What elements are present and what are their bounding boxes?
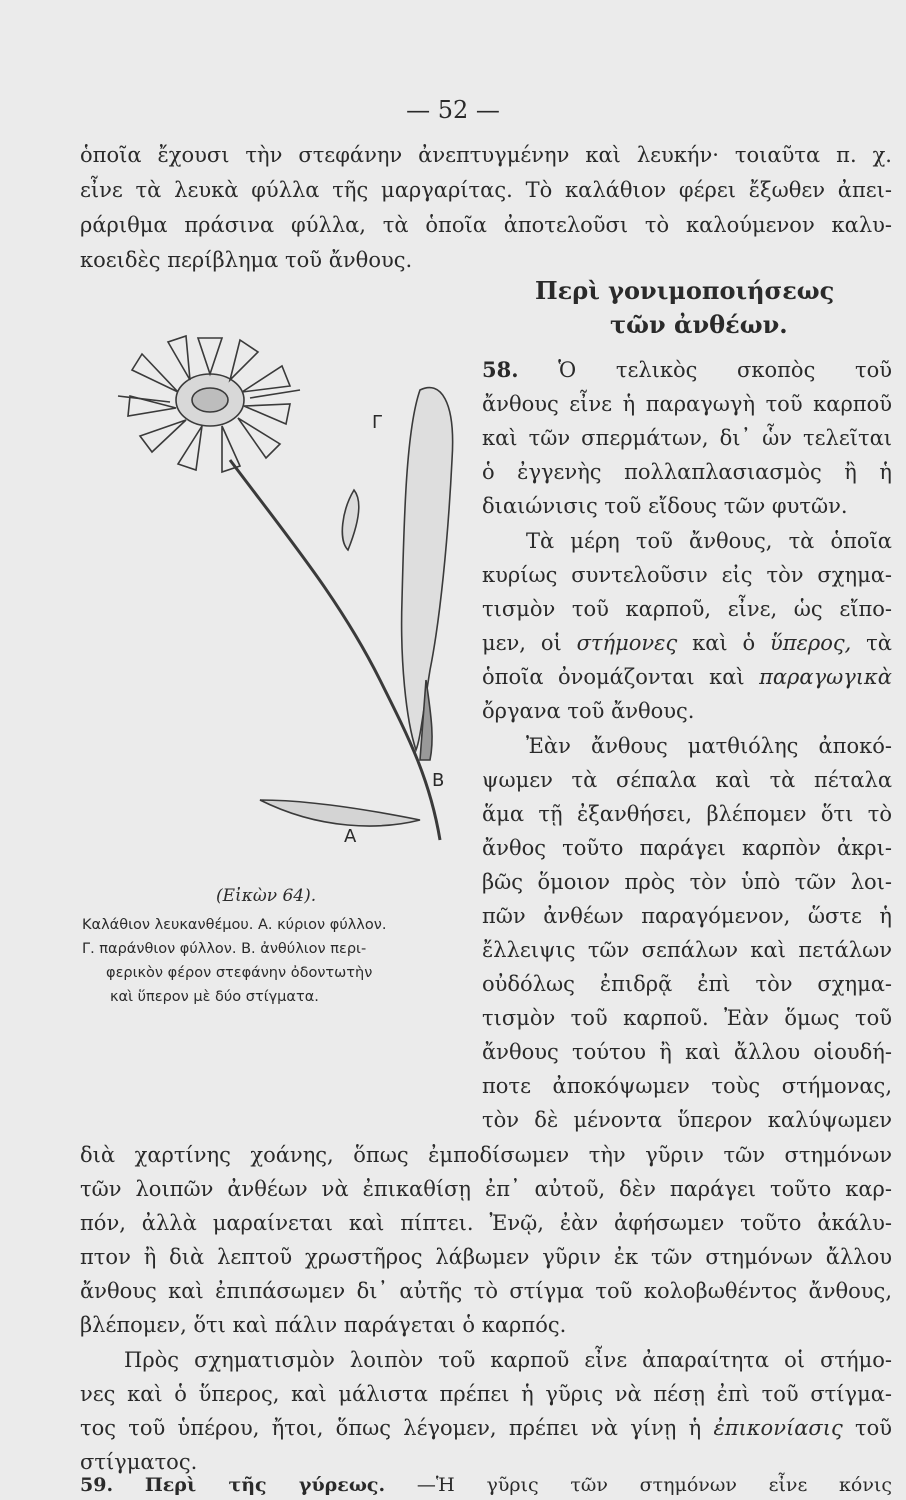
text-line: τισμὸν τοῦ καρποῦ, εἶνε, ὡς εἴπο- — [482, 597, 892, 621]
text-line: διαιώνισις τοῦ εἴδους τῶν φυτῶν. — [482, 494, 848, 518]
paragraph-number: 59. — [80, 1474, 114, 1496]
text-line: ἅμα τῇ ἐξανθήσει, βλέπομεν ὅτι τὸ — [482, 802, 892, 826]
paragraph-58-line — [482, 355, 892, 385]
text-line: πόν, ἀλλὰ μαραίνεται καὶ πίπτει. Ἐνῷ, ἐὰν ἀφήσωμεν τοῦτο ἀκάλυ- — [80, 1211, 892, 1235]
text-span: ὁποῖα ὀνομάζονται καὶ — [482, 665, 745, 689]
text-line: τισμὸν τοῦ καρποῦ. Ἐὰν ὅμως τοῦ — [482, 1006, 892, 1030]
page-number: — 52 — — [406, 96, 500, 124]
text-line: εἶνε τὰ λευκὰ φύλλα τῆς μαργαρίτας. Τὸ καλάθιον φέρει ἔξωθεν ἀπει- — [80, 178, 892, 202]
text-line: βῶς ὅμοιον πρὸς τὸν ὑπὸ τῶν λοι- — [482, 870, 892, 894]
text-span: τοῦ — [854, 1416, 892, 1440]
text-line: ποτε ἀποκόψωμεν τοὺς στήμονας, — [482, 1074, 892, 1098]
text-line: πτον ἢ διὰ λεπτοῦ χρωστῆρος λάβωμεν γῦριν ἐκ τῶν στημόνων ἄλλου — [80, 1245, 892, 1269]
daisy-illustration — [80, 300, 480, 860]
paragraph-number: 58. — [482, 357, 519, 382]
text-span: τος τοῦ ὑπέρου, ἤτοι, ὅπως λέγομεν, πρέπει νὰ γίνῃ ἡ — [80, 1416, 702, 1440]
text-line: ἄνθος τοῦτο παράγει καρπὸν ἀκρι- — [482, 836, 892, 860]
section-heading-line2: τῶν ἀνθέων. — [610, 310, 788, 339]
text-line — [80, 245, 892, 275]
text-line: οὐδόλως ἐπιδρᾷ ἐπὶ τὸν σχημα- — [482, 972, 892, 996]
text-line: διὰ χαρτίνης χοάνης, ὅπως ἐμποδίσωμεν τὴν γῦριν τῶν στημόνων — [80, 1143, 892, 1167]
text-line — [80, 1413, 892, 1443]
text-span: —Ἡ γῦρις τῶν στημόνων εἶνε κόνις — [416, 1474, 893, 1496]
text-line: ὁ ἐγγενὴς πολλαπλασιασμὸς ἢ ἡ — [482, 460, 892, 484]
text-line: νες καὶ ὁ ὕπερος, καὶ μάλιστα πρέπει ἡ γῦρις νὰ πέσῃ ἐπὶ τοῦ στίγμα- — [80, 1382, 892, 1406]
section-heading: Περὶ γονιμοποιήσεως — [535, 276, 835, 305]
text-line: Πρὸς σχηματισμὸν λοιπὸν τοῦ καρποῦ εἶνε ἀπαραίτητα οἱ στήμο- — [124, 1348, 892, 1372]
text-span: καὶ ὁ — [692, 631, 756, 655]
term-reproductive: παραγωγικὰ — [759, 665, 892, 689]
leaf-alpha — [260, 800, 420, 826]
figure-caption-line: καὶ ὕπερον μὲ δύο στίγματα. — [110, 989, 319, 1005]
figure-caption-line: φερικὸν φέρον στεφάνην ὀδοντωτὴν — [106, 965, 373, 981]
text-line: στίγματος. — [80, 1450, 198, 1474]
flower-head — [118, 336, 300, 472]
text-line: ψωμεν τὰ σέπαλα καὶ τὰ πέταλα — [482, 768, 892, 792]
text-line: ἄνθους τούτου ἢ καὶ ἄλλου οἱουδή- — [482, 1040, 892, 1064]
text-line: ράριθμα πράσινα φύλλα, τὰ ὁποῖα ἀποτελοῦσι τὸ καλούμενον καλυ- — [80, 213, 892, 237]
leaf-gamma — [342, 490, 358, 550]
text-line: τῶν λοιπῶν ἀνθέων νὰ ἐπικαθίσῃ ἐπ᾿ αὐτοῦ, δὲν παράγει τοῦτο καρ- — [80, 1177, 892, 1201]
text-line — [482, 662, 892, 692]
text-line: τὸν δὲ μένοντα ὕπερον καλύψωμεν — [482, 1108, 892, 1132]
figure-caption-line: Καλάθιον λευκανθέμου. Α. κύριον φύλλον. — [82, 917, 387, 933]
paragraph-59-line — [80, 1472, 892, 1498]
text-line: βλέπομεν, ὅτι καὶ πάλιν παράγεται ὁ καρπός. — [80, 1313, 567, 1337]
text-line — [482, 628, 892, 658]
text-line: Τὰ μέρη τοῦ ἄνθους, τὰ ὁποῖα — [526, 529, 892, 553]
text-line: πῶν ἀνθέων παραγόμενον, ὥστε ἡ — [482, 904, 892, 928]
term-pistil: ὕπερος, — [770, 631, 852, 655]
term-stamens: στήμονες — [576, 631, 678, 655]
text-line: κυρίως συντελοῦσιν εἰς τὸν σχημα- — [482, 563, 892, 587]
text-span: μεν, οἱ — [482, 631, 562, 655]
label-beta: Β — [432, 770, 445, 791]
figure-caption-line: Γ. παράνθιον φύλλον. Β. ἀνθύλιον περι- — [82, 941, 367, 957]
term-pollination: ἐπικονίασις — [713, 1416, 843, 1440]
label-alpha: Α — [344, 826, 357, 847]
label-gamma: Γ — [372, 412, 383, 433]
text-line: Ἐὰν ἄνθους ματθιόλης ἀποκό- — [526, 734, 892, 758]
text-line: ὁποῖα ἔχουσι τὴν στεφάνην ἀνεπτυγμένην καὶ λευκήν· τοιαῦτα π. χ. — [80, 143, 892, 167]
text-line: ἔλλειψις τῶν σεπάλων καὶ πετάλων — [482, 938, 892, 962]
text-line: καὶ τῶν σπερμάτων, δι᾿ ὧν τελεῖται — [482, 426, 892, 450]
text-line: ἄνθους καὶ ἐπιπάσωμεν δι᾿ αὐτῆς τὸ στίγμα τοῦ κολοβωθέντος ἄνθους, — [80, 1279, 892, 1303]
text-line: ἄνθους εἶνε ἡ παραγωγὴ τοῦ καρποῦ — [482, 392, 892, 416]
figure-title: (Εἰκὼν 64). — [216, 886, 317, 906]
text-span: Ὁ τελικὸς σκοπὸς τοῦ — [558, 358, 892, 382]
paragraph-heading: Περὶ τῆς γύρεως. — [144, 1474, 386, 1496]
text-span: κοειδὲς περίβλημα τοῦ ἄνθους. — [80, 248, 413, 272]
text-span: τὰ — [866, 631, 892, 655]
text-line: ὄργανα τοῦ ἄνθους. — [482, 699, 695, 723]
